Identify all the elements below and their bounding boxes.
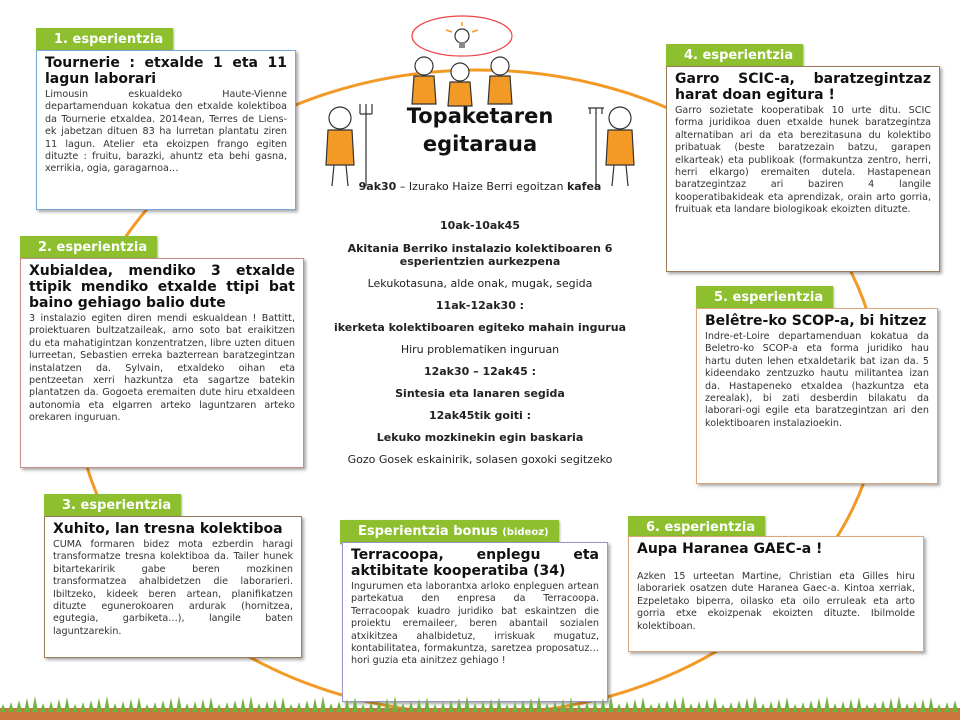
grass-blade bbox=[424, 697, 430, 712]
bonus-experience-tag bbox=[340, 520, 559, 544]
grass-blade bbox=[136, 697, 142, 712]
grass-blade bbox=[784, 697, 790, 712]
experience-2-heading: Xubialdea, mendiko 3 etxalde ttipik mendiko etxalde ttipi bat baino gehiago balio dute bbox=[29, 263, 295, 311]
grass-blade bbox=[888, 698, 894, 712]
experience-6-body: Azken 15 urteetan Martine, Christian eta Gilles hiru laborariek osatzen dute Haranea Gaec-a. Kintoa xerriak, Ezpeletako biperra, oilasko eta oilo erruleak eta arto gorria etxe ekoizpenak ekoizten dituzte. Ibilmolde kolektiboan. bbox=[637, 571, 915, 632]
grass-blade bbox=[896, 696, 902, 712]
grass-blade bbox=[328, 703, 334, 712]
grass-blade bbox=[120, 701, 126, 712]
grass-blade bbox=[760, 703, 766, 712]
grass-blade bbox=[736, 700, 742, 712]
lightbulb-bubble-icon bbox=[412, 16, 512, 56]
grass-blade bbox=[472, 703, 478, 712]
grass-blade bbox=[184, 703, 190, 712]
grass-blade bbox=[704, 699, 710, 712]
grass-blade bbox=[536, 696, 542, 712]
grass-blade bbox=[64, 697, 70, 712]
grass-blade bbox=[592, 700, 598, 712]
slot-3-title: Sintesia eta lanaren segida bbox=[395, 387, 565, 400]
grass-blade bbox=[944, 702, 950, 712]
grass-blade bbox=[808, 700, 814, 712]
grass-blade bbox=[528, 698, 534, 712]
grass-blade bbox=[824, 696, 830, 712]
grass-blade bbox=[336, 701, 342, 712]
grass-blade bbox=[848, 699, 854, 712]
grass-blade bbox=[912, 701, 918, 712]
bonus-tag-note: (bideoz) bbox=[502, 527, 549, 538]
experience-2-tag: 2. esperientzia bbox=[20, 236, 157, 260]
grass-blade bbox=[488, 699, 494, 712]
farmer-left-icon bbox=[326, 104, 372, 186]
grass-blade bbox=[568, 697, 574, 712]
grass-blade bbox=[904, 703, 910, 712]
experience-3-heading: Xuhito, lan tresna kolektiboa bbox=[53, 521, 283, 537]
grass-blade bbox=[664, 700, 670, 712]
grass-blade bbox=[600, 698, 606, 712]
grass-blade bbox=[408, 701, 414, 712]
grass-blade bbox=[16, 700, 22, 712]
grass-blade bbox=[680, 696, 686, 712]
experience-4-body: Garro sozietate kooperatibak 10 urte ditu. SCIC forma juridikoa duen etxalde hunek baratzegintza alternatiban ari da eta berezitasuna du kolektibo pribatuak (beste baratzezain batzu, garapen elkarteak) eta publikoak (formakuntza zentro, herri, herri elkargo) eremaiten dutela. Hastapenean baratzegintzaz ari baziren 4 langile kooperatibakideak eta aprendizak, orain arto gorria, fruituak eta landare biologikoak ekoizten dituzte. bbox=[675, 105, 931, 216]
bonus-tag-label: Esperientzia bonus bbox=[358, 524, 498, 539]
grass-decoration bbox=[0, 690, 960, 720]
grass-blade bbox=[104, 696, 110, 712]
grass-blade bbox=[840, 701, 846, 712]
grass-blade bbox=[88, 700, 94, 712]
slot-2-title: ikerketa kolektiboaren egiteko mahain ingurua bbox=[333, 321, 626, 334]
grass-blade bbox=[616, 703, 622, 712]
bonus-experience-card bbox=[342, 542, 608, 702]
grass-blade bbox=[248, 696, 254, 712]
grass-blade bbox=[688, 703, 694, 712]
grass-blade bbox=[240, 698, 246, 712]
bonus-experience-body: Ingurumen eta laborantxa arloko enpleguen artean partekatua den enpresa da Terracoopa. Terracoopak kuadro juridiko bat eskaintzen die proiektu eremaileer, beren abantail sozialen atxikitzea ahalbidetuz, irriskuak mugatuz, kontabilitatea, formakuntza, saretzea proposatuz… hori guzia eta ainitzez gehiago ! bbox=[351, 581, 599, 667]
grass-blade bbox=[608, 696, 614, 712]
experience-4-card bbox=[666, 66, 940, 272]
grass-blade bbox=[112, 703, 118, 712]
grass-blade bbox=[304, 700, 310, 712]
grass-blade bbox=[872, 702, 878, 712]
grass-blade bbox=[552, 701, 558, 712]
grass-blade bbox=[856, 697, 862, 712]
grass-blade bbox=[624, 701, 630, 712]
grass-blade bbox=[880, 700, 886, 712]
grass-blade bbox=[464, 696, 470, 712]
grass-blade bbox=[8, 702, 14, 712]
grass-blade bbox=[656, 702, 662, 712]
program-schedule bbox=[318, 180, 642, 466]
grass-blade bbox=[768, 701, 774, 712]
experience-6-tag: 6. esperientzia bbox=[628, 516, 765, 540]
grass-blade bbox=[320, 696, 326, 712]
grass-blade bbox=[384, 698, 390, 712]
slot-4-title: Lekuko mozkinekin egin baskaria bbox=[376, 431, 584, 444]
slot-1-desc: Lekukotasuna, alde onak, mugak, segida bbox=[367, 277, 593, 290]
grass-blade bbox=[40, 703, 46, 712]
grass-blade bbox=[480, 701, 486, 712]
experience-3-body: CUMA formaren bidez mota ezberdin haragi transformatze tresna kolektiboa da. Tailer hunek bitartekaririk gabe beren mozkinen transformatzea ahalbidetzen die laborarieri. Ibiltzeko, kideek beren artean, planifikatzen dituzte egunerokoaren ardurak (hornitzea, egutegia, garbiketa…), langile baten laguntzarekin. bbox=[53, 539, 293, 637]
grass-blade bbox=[776, 699, 782, 712]
grass-blade bbox=[208, 697, 214, 712]
experience-4-heading: Garro SCIC-a, baratzegintzaz harat doan egitura ! bbox=[675, 71, 931, 103]
grass-blade bbox=[816, 698, 822, 712]
slot-4-desc: Gozo Gosek eskainirik, solasen goxoki segitzeko bbox=[347, 453, 613, 466]
grass-blade bbox=[832, 703, 838, 712]
grass-blade bbox=[344, 699, 350, 712]
grass-blade bbox=[24, 698, 30, 712]
experience-5-body: Indre-et-Loire departamenduan kokatua da Beletro-ko SCOP-a eta forma juridiko hau hartu duten lehen etxaldetarik bat izan da. 5 kideendako zentzuzko hautu militantea izan da. Hastapeneko etxaldea (hazkuntza eta zerealak), bi zati desberdin bilakatu da laborari-ogi egile eta baratzegintzan ari den kolektiboaren instalazioekin. bbox=[705, 331, 929, 429]
grass-blade bbox=[160, 700, 166, 712]
grass-blade bbox=[280, 697, 286, 712]
grass-blade bbox=[48, 701, 54, 712]
time-slot-3: 12ak30 – 12ak45 : bbox=[423, 365, 537, 378]
grass-blade bbox=[152, 702, 158, 712]
grass-blade bbox=[200, 699, 206, 712]
experience-1-heading: Tournerie : etxalde 1 eta 11 lagun laborari bbox=[45, 55, 287, 87]
experience-5-heading: Belêtre-ko SCOP-a, bi hitzez bbox=[705, 313, 927, 329]
experience-5-card bbox=[696, 308, 938, 484]
grass-blade bbox=[640, 697, 646, 712]
experience-3-tag: 3. esperientzia bbox=[44, 494, 181, 518]
grass-blade bbox=[712, 697, 718, 712]
slot-1-title: Akitania Berriko instalazio kolektiboaren 6 esperientzien aurkezpena bbox=[347, 242, 613, 268]
grass-blade bbox=[560, 699, 566, 712]
grass-blade bbox=[448, 700, 454, 712]
grass-blade bbox=[312, 698, 318, 712]
grass-blade bbox=[632, 699, 638, 712]
time-slot-4: 12ak45tik goiti : bbox=[429, 409, 531, 422]
grass-blade bbox=[296, 702, 302, 712]
grass-blade bbox=[56, 699, 62, 712]
grass-blade bbox=[352, 697, 358, 712]
grass-blade bbox=[392, 696, 398, 712]
grass-blade bbox=[672, 698, 678, 712]
grass-blade bbox=[272, 699, 278, 712]
time-slot-2: 11ak-12ak30 : bbox=[435, 299, 525, 312]
coffee-text: – Izurako Haize Berri egoitzan bbox=[396, 180, 567, 193]
grass-blade bbox=[128, 699, 134, 712]
page-title: Topaketaren egitaraua bbox=[406, 104, 554, 156]
grass-blade bbox=[80, 702, 86, 712]
experience-4-tag: 4. esperientzia bbox=[666, 44, 803, 68]
grass-blade bbox=[224, 702, 230, 712]
grass-blade bbox=[952, 700, 958, 712]
group-figures-icon bbox=[412, 57, 512, 106]
experience-1-card bbox=[36, 50, 296, 210]
grass-blade bbox=[584, 702, 590, 712]
farmer-right-icon bbox=[588, 107, 634, 186]
coffee-time: 9ak30 bbox=[358, 180, 397, 193]
grass-blade bbox=[400, 703, 406, 712]
grass-blade bbox=[416, 699, 422, 712]
coffee-bold: kafea bbox=[566, 180, 602, 193]
grass-blade bbox=[96, 698, 102, 712]
grass-blade bbox=[192, 701, 198, 712]
grass-blade bbox=[176, 696, 182, 712]
experience-6-heading: Aupa Haranea GAEC-a ! bbox=[637, 541, 823, 557]
experience-2-card bbox=[20, 258, 304, 468]
grass-blade bbox=[376, 700, 382, 712]
experience-6-card bbox=[628, 536, 924, 652]
grass-blade bbox=[696, 701, 702, 712]
grass-blade bbox=[232, 700, 238, 712]
grass-blade bbox=[752, 696, 758, 712]
experience-5-tag: 5. esperientzia bbox=[696, 286, 833, 310]
experience-3-card bbox=[44, 516, 302, 658]
bonus-experience-heading: Terracoopa, enplegu eta aktibitate kooperatiba (34) bbox=[351, 547, 599, 579]
grass-blade bbox=[256, 703, 262, 712]
grass-blade bbox=[456, 698, 462, 712]
grass-blade bbox=[520, 700, 526, 712]
experience-1-tag: 1. esperientzia bbox=[36, 28, 173, 52]
grass-blade bbox=[168, 698, 174, 712]
grass-blade bbox=[496, 697, 502, 712]
grass-blade bbox=[920, 699, 926, 712]
grass-blade bbox=[32, 696, 38, 712]
grass-blade bbox=[264, 701, 270, 712]
grass-blade bbox=[744, 698, 750, 712]
grass-blade bbox=[728, 702, 734, 712]
grass-blade bbox=[368, 702, 374, 712]
grass-blade bbox=[928, 697, 934, 712]
time-slot-1: 10ak-10ak45 bbox=[440, 219, 520, 232]
grass-blade bbox=[440, 702, 446, 712]
experience-2-body: 3 instalazio egiten diren mendi eskualdean ! Battitt, proiektuaren bultzatzaileak, arno soto bat eraikitzen du eta mahatigintzan konzentratzen, libre uzten dituen lurreetan, Sebastien erreka bazterrean baratzegintzan instalatzen da. Sylvain, etxaldeko oihan eta pentzeetan xerri hazkuntza eta sagartze batekin plantatzen da. Gogoeta eremaiten dute hiru etxaldeen autonomia eta elgarren arteko laguntzaren arteko orekaren inguruan. bbox=[29, 313, 295, 424]
grass-blade bbox=[800, 702, 806, 712]
grass-blade bbox=[512, 702, 518, 712]
slot-2-desc: Hiru problematiken inguruan bbox=[400, 343, 560, 356]
experience-1-body: Limousin eskualdeko Haute-Vienne departamenduan kokatua den etxalde kolektiboa da Tournerie etxaldea. 2014ean, Terres de Liens-ek jabetzan dituen 83 ha lurretan plantatu ziren 11 lagun. Atelier eta ekoizpen frango egiten dituzte : fruitu, barazki, ahuntz eta behi gasna, xerrikia, ogia, garagarnoa… bbox=[45, 89, 287, 175]
grass-blade bbox=[544, 703, 550, 712]
program-coffee-line bbox=[318, 180, 642, 193]
